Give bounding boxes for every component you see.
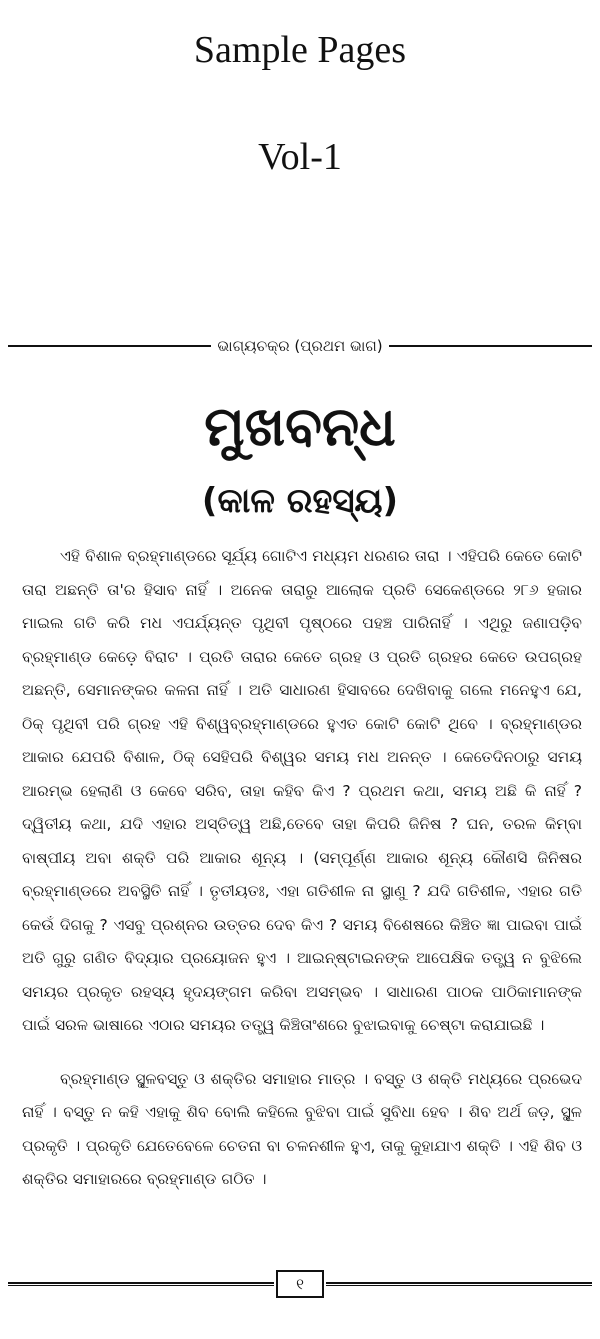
body-text [22,540,582,1197]
running-head-text: ଭାଗ୍ୟଚକ୍ର (ପ୍ରଥମ ଭାଗ) [217,337,383,355]
page-footer [8,1268,592,1300]
body-paragraph-1: ଏହି ବିଶାଳ ବ୍ରହ୍ମାଣ୍ଡରେ ସୂର୍ଯ୍ୟ ଗୋଟିଏ ମଧ୍ୟମ ଧରଣର ତାରା । ଏହିପରି କେତେ କୋଟି ତାରା ଅଛନ୍ତି ତା'ର ହିସାବ ନାହିଁ । ଅନେକ ତାରାରୁ ଆଲୋକ ପ୍ରତି ସେକେଣ୍ଡରେ ୨୮୬ ହଜାର ମାଇଲ ଗତି କରି ମଧ ଏପର୍ଯ୍ୟନ୍ତ ପୃଥିବୀ ପୃଷ୍ଠରେ ପହଞ୍ଚ ପାରିନାହିଁ । ଏଥିରୁ ଜଣାପଡ଼ିବ ବ୍ରହ୍ମାଣ୍ଡ କେଡ଼େ ବିରାଟ । ପ୍ରତି ତାରାର କେତେ ଗ୍ରହ ଓ ପ୍ରତି ଗ୍ରହର କେତେ ଉପଗ୍ରହ ଅଛନ୍ତି, ସେମାନଙ୍କର କଳନା ନାହିଁ । ଅତି ସାଧାରଣ ହିସାବରେ ଦେଖିବାକୁ ଗଲେ ମନେହୁଏ ଯେ, ଠିକ୍ ପୃଥିବୀ ପରି ଗ୍ରହ ଏହି ବିଶ୍ୱବ୍ରହ୍ମାଣ୍ଡରେ ହୁଏତ କୋଟି କୋଟି ଥିବେ । ବ୍ରହ୍ମାଣ୍ଡର ଆକାର ଯେପରି ବିଶାଳ, ଠିକ୍ ସେହିପରି ବିଶ୍ୱର ସମୟ ମଧ ଅନନ୍ତ । କେତେଦିନଠାରୁ ସମୟ ଆରମ୍ଭ ହେଲାଣି ଓ କେବେ ସରିବ, ତାହା କହିବ କିଏ ? ପ୍ରଥମ କଥା, ସମୟ ଅଛି କି ନାହିଁ ? ଦ୍ୱିତୀୟ କଥା, ଯଦି ଏହାର ଅସ୍ତିତ୍ୱ ଅଛି,ତେବେ ତାହା କିପରି ଜିନିଷ ? ଘନ, ତରଳ କିମ୍ବା ବାଷ୍ପୀୟ ଅବା ଶକ୍ତି ପରି ଆକାର ଶୂନ୍ୟ । (ସମ୍ପୂର୍ଣ୍ଣ ଆକାର ଶୂନ୍ୟ କୌଣସି ଜିନିଷର ବ୍ରହ୍ମାଣ୍ଡରେ ଅବସ୍ଥିତି ନାହିଁ । ତୃତୀୟତଃ, ଏହା ଗତିଶୀଳ ନା ସ୍ଥାଣୁ ? ଯଦି ଗତିଶୀଳ, ଏହାର ଗତି କେଉଁ ଦିଗକୁ ? ଏସବୁ ପ୍ରଶ୍ନର ଉତ୍ତର ଦେବ କିଏ ? ସମୟ ବିଶେଷରେ କିଞ୍ଚିତ ଜ୍ଞା ପାଇବା ପାଇଁ ଅତି ଗୁରୁ ଗଣିତ ବିଦ୍ୟାର ପ୍ରୟୋଜନ ହୁଏ । ଆଇନ୍ଷ୍ଟାଇନଙ୍କ ଆପେକ୍ଷିକ ତତ୍ତ୍ୱ ନ ବୁଝିଲେ ସମୟର ପ୍ରକୃତ ରହସ୍ୟ ହୃଦୟଙ୍ଗମ କରିବା ଅସମ୍ଭବ । ସାଧାରଣ ପାଠକ ପାଠିକାମାନଙ୍କ ପାଇଁ ସରଳ ଭାଷାରେ ଏଠାର ସମୟର ତତ୍ତ୍ୱ କିଞ୍ଚିତାଂଶରେ ବୁଝାଇବାକୁ ଚେଷ୍ଟା କରାଯାଇଛି । [22,547,582,1034]
chapter-title: ମୁଖବନ୍ଧ [204,395,396,458]
body-paragraph-2: ବ୍ରହ୍ମାଣ୍ଡ ସ୍ଥୂଳବସ୍ତୁ ଓ ଶକ୍ତିର ସମାହାର ମାତ୍ର । ବସ୍ତୁ ଓ ଶକ୍ତି ମଧ୍ୟରେ ପ୍ରଭେଦ ନାହିଁ । ବସ୍ତୁ ନ କହି ଏହାକୁ ଶିବ ବୋଲି କହିଲେ ବୁଝିବା ପାଇଁ ସୁବିଧା ହେବ । ଶିବ ଅର୍ଥ ଜଡ଼, ସ୍ଥୂଳ ପ୍ରକୃତି । ପ୍ରକୃତି ଯେତେବେଳେ ଚେତନା ବା ଚଳନଶୀଳ ହୁଏ, ତାକୁ କୁହାଯାଏ ଶକ୍ତି । ଏହି ଶିବ ଓ ଶକ୍ତିର ସମାହାରରେ ବ୍ରହ୍ମାଣ୍ଡ ଗଠିତ । [22,1069,582,1188]
footer-left-rule [8,1282,274,1286]
running-head [8,332,592,360]
volume-label: Vol-1 [258,136,342,178]
chapter-subtitle: (କାଳ ରହସ୍ୟ) [201,481,399,521]
footer-right-rule [326,1282,592,1286]
running-head-left-rule [8,345,211,347]
page-number: ୧ [276,1270,324,1298]
running-head-right-rule [389,345,592,347]
sample-pages-title: Sample Pages [193,29,407,71]
